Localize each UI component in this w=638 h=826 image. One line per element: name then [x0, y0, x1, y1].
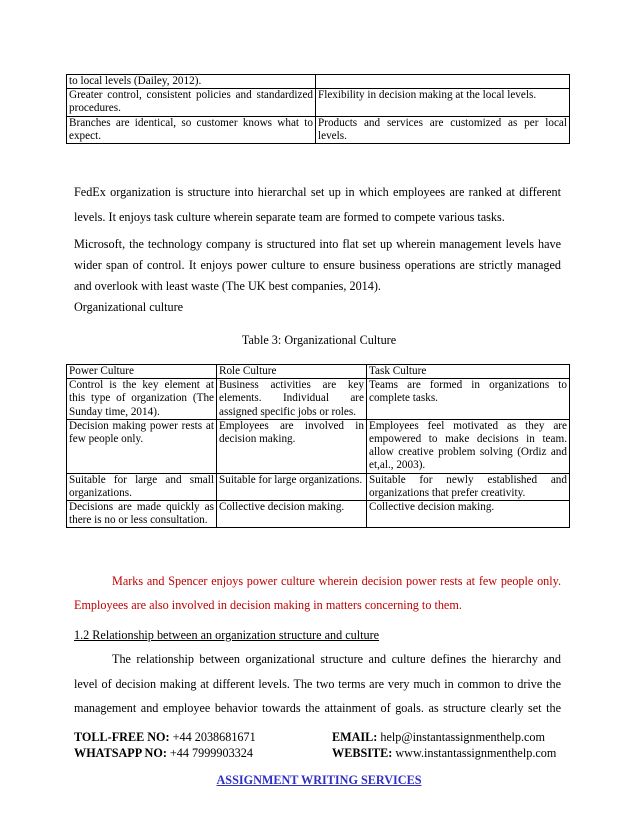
whatsapp-label: WHATSAPP NO:	[74, 746, 167, 760]
table-row	[67, 116, 570, 143]
table-cell: Employees feel motivated as they are empowered to make decisions in team. allow creative problem solving (Ordiz and et,al., 2003).	[367, 419, 570, 473]
table-cell: Collective decision making.	[217, 501, 367, 528]
table-cell: Branches are identical, so customer knows what to expect.	[67, 116, 316, 143]
footer-email	[332, 730, 545, 745]
comparison-table	[66, 74, 570, 144]
table-row	[67, 473, 570, 500]
section-heading: 1.2 Relationship between an organization structure and culture	[74, 628, 380, 642]
table-caption: Table 3: Organizational Culture	[241, 333, 397, 347]
table-cell: Teams are formed in organizations to complete tasks.	[367, 379, 570, 420]
table-cell: Suitable for large and small organizations.	[67, 473, 217, 500]
footer-website	[332, 746, 556, 761]
email-value[interactable]: help@instantassignmenthelp.com	[380, 730, 545, 744]
table-cell	[316, 75, 570, 89]
marks-spencer-paragraph: Marks and Spencer enjoys power culture wherein decision power rests at few people only. Employees are also involved in decision making in matters concerning to them.	[74, 574, 561, 612]
table-row	[67, 501, 570, 528]
microsoft-paragraph: Microsoft, the technology company is structured into flat set up wherein management levels have wider span of control. It enjoys power culture to ensure business operations are strictly managed and overlook with least waste (The UK best companies, 2014).	[74, 237, 561, 293]
footer-tollfree	[74, 730, 256, 745]
table-row	[67, 379, 570, 420]
table-cell: Greater control, consistent policies and standardized procedures.	[67, 89, 316, 116]
table-cell: Suitable for newly established and organizations that prefer creativity.	[367, 473, 570, 500]
table-row	[67, 75, 570, 89]
table-row	[67, 89, 570, 116]
org-culture-heading: Organizational culture	[74, 300, 184, 314]
table-cell: Collective decision making.	[367, 501, 570, 528]
website-label: WEBSITE:	[332, 746, 393, 760]
table-cell: Control is the key element at this type of organization (The Sunday time, 2014).	[67, 379, 217, 420]
table-cell: Flexibility in decision making at the local levels.	[316, 89, 570, 116]
table-header-row	[67, 365, 570, 379]
table-header-cell: Power Culture	[67, 365, 217, 379]
fedex-paragraph: FedEx organization is structure into hierarchal set up in which employees are ranked at different levels. It enjoys task culture wherein separate team are formed to compete various tasks.	[74, 185, 561, 224]
table-cell: Suitable for large organizations.	[217, 473, 367, 500]
table-header-cell: Role Culture	[217, 365, 367, 379]
table-cell: Products and services are customized as per local levels.	[316, 116, 570, 143]
footer-whatsapp	[74, 746, 253, 761]
culture-table	[66, 364, 570, 528]
table-row	[67, 419, 570, 473]
table-cell: Business activities are key elements. Individual are assigned specific jobs or roles.	[217, 379, 367, 420]
table-header-cell: Task Culture	[367, 365, 570, 379]
whatsapp-value: +44 7999903324	[169, 746, 253, 760]
table-cell: to local levels (Dailey, 2012).	[67, 75, 316, 89]
table-cell: Decisions are made quickly as there is no or less consultation.	[67, 501, 217, 528]
table-cell: Employees are involved in decision making.	[217, 419, 367, 473]
table-cell: Decision making power rests at few people only.	[67, 419, 217, 473]
website-value[interactable]: www.instantassignmenthelp.com	[395, 746, 557, 760]
tollfree-value: +44 2038681671	[172, 730, 256, 744]
assignment-services-link[interactable]: ASSIGNMENT WRITING SERVICES	[216, 773, 422, 787]
email-label: EMAIL:	[332, 730, 378, 744]
tollfree-label: TOLL-FREE NO:	[74, 730, 170, 744]
relationship-paragraph: The relationship between organizational structure and culture defines the hierarchy and level of decision making at different levels. The two terms are very much in common to drive the management and employee behavior towards the attainment of goals. as structure clearly set the	[74, 652, 561, 715]
